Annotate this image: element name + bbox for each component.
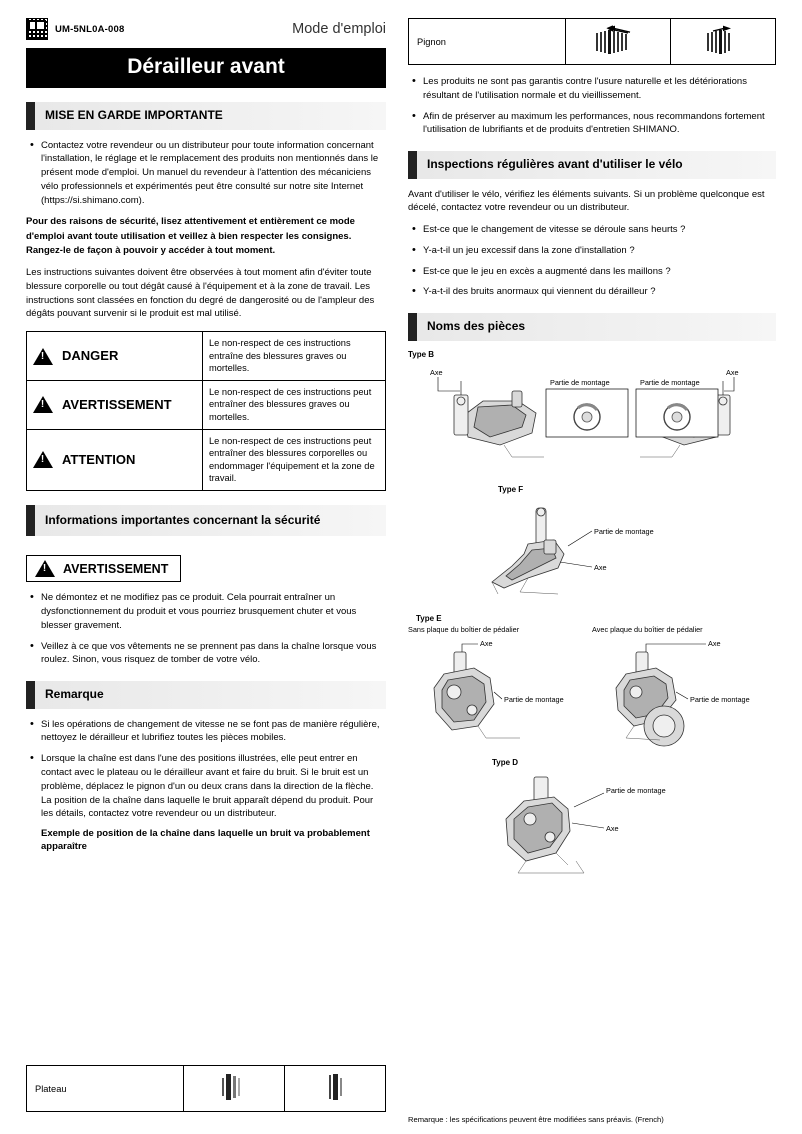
parts-diagrams bbox=[408, 350, 776, 881]
left-column bbox=[26, 18, 386, 1124]
danger-description-cell: Le non-respect de ces instructions entraîne des blessures graves ou mortelles. bbox=[203, 332, 386, 381]
list-item: • Est-ce que le changement de vitesse se déroule sans heurts ? bbox=[421, 223, 776, 237]
sprocket-figure-1 bbox=[566, 19, 671, 65]
section-heading-inspections: Inspections régulières avant d'utiliser le vélo bbox=[408, 151, 776, 179]
callout-axe-right: Axe bbox=[708, 638, 721, 648]
qr-code-icon bbox=[26, 18, 48, 40]
sprocket-figure-2 bbox=[671, 19, 776, 65]
callout-partie-montage: Partie de montage bbox=[594, 526, 654, 536]
inspection-bullet-list bbox=[408, 223, 776, 299]
warning-triangle-icon bbox=[35, 560, 55, 577]
instructions-paragraph: Les instructions suivantes doivent être observées à tout moment afin d'éviter toute blessure corporelle ou tout dégât causé à l'équipement et à la zone de travail. Les instructions sont classées en fonction du degré de dangerosité ou de l'ampleur des dégâts pouvant survenir si le produit est mal utilisé. bbox=[26, 267, 375, 320]
callout-axe: Axe bbox=[606, 823, 619, 833]
callout-partie-montage: Partie de montage bbox=[606, 785, 666, 795]
callout-axe-right: Axe bbox=[726, 367, 739, 377]
figure-label: Type F bbox=[498, 484, 524, 494]
section-heading-remark: Remarque bbox=[26, 681, 386, 709]
list-item: • Si les opérations de changement de vitesse ne se font pas de manière régulière, nettoyez le dérailleur et lubrifiez toutes les pièces mobiles. bbox=[39, 718, 386, 746]
document-code: UM-5NL0A-008 bbox=[55, 23, 125, 35]
callout-axe-left: Axe bbox=[480, 638, 493, 648]
intro-bullet-list bbox=[26, 139, 386, 208]
list-item: • Y-a-t-il des bruits anormaux qui viennent du dérailleur ? bbox=[421, 285, 776, 299]
danger-level-cell bbox=[27, 332, 203, 381]
example-caption: Exemple de position de la chaîne dans laquelle un bruit va probablement apparaître bbox=[41, 828, 370, 853]
safety-bold-paragraph: Pour des raisons de sécurité, lisez attentivement et entièrement ce mode d'emploi avant toute utilisation et veillez à bien respecter les consignes. Rangez-le de façon à pouvoir y accéder à tout moment. bbox=[26, 216, 355, 256]
page-title: Dérailleur avant bbox=[26, 48, 386, 88]
callout-partie-montage-right: Partie de montage bbox=[690, 694, 750, 704]
safety-bullet-list bbox=[26, 591, 386, 667]
warning-badge-label: AVERTISSEMENT bbox=[63, 561, 169, 576]
list-item bbox=[39, 752, 386, 853]
list-item: • Contactez votre revendeur ou un distributeur pour toute information concernant l'installation, le réglage et le remplacement des produits non mentionnés dans le présent mode d'emploi. Un manuel du revendeur à l'attention des mécaniciens vélo professionnels et expérimentés peut être consulté sur notre site Internet (https://si.shimano.com). bbox=[39, 139, 386, 208]
document-code-group bbox=[26, 18, 124, 40]
sprocket-arrow-icon bbox=[588, 25, 648, 55]
remark-bullet-list bbox=[26, 718, 386, 854]
warning-triangle-icon bbox=[33, 396, 53, 413]
list-item: • Est-ce que le jeu en excès a augmenté dans les maillons ? bbox=[421, 265, 776, 279]
table-row bbox=[27, 1066, 386, 1112]
warning-badge bbox=[26, 555, 181, 582]
callout-partie-montage-left: Partie de montage bbox=[550, 377, 610, 387]
sprocket-label: Pignon bbox=[409, 19, 566, 65]
figure-sublabel-left: Sans plaque du boîtier de pédalier bbox=[408, 624, 520, 634]
list-item: • Y-a-t-il un jeu excessif dans la zone d'installation ? bbox=[421, 244, 776, 258]
section-heading-parts: Noms des pièces bbox=[408, 313, 776, 341]
figure-label: Type B bbox=[408, 349, 435, 359]
chainring-figure-2 bbox=[285, 1066, 386, 1112]
danger-level-label: DANGER bbox=[62, 348, 119, 364]
document-kind: Mode d'emploi bbox=[292, 21, 386, 37]
sprocket-arrow-icon bbox=[693, 25, 753, 55]
figure-label: Type E bbox=[416, 613, 442, 623]
callout-axe: Axe bbox=[594, 562, 607, 572]
warning-triangle-icon bbox=[33, 451, 53, 468]
chainring-icon bbox=[217, 1072, 251, 1102]
table-row bbox=[409, 19, 776, 65]
danger-level-label: AVERTISSEMENT bbox=[62, 396, 172, 412]
figure-label: Type D bbox=[492, 757, 519, 767]
danger-level-cell bbox=[27, 429, 203, 490]
danger-level-cell bbox=[27, 380, 203, 429]
danger-level-label: ATTENTION bbox=[62, 451, 136, 467]
table-row bbox=[27, 332, 386, 381]
danger-description-cell: Le non-respect de ces instructions peut entraîner des blessures corporelles ou endommager l'équipement et la zone de travail. bbox=[203, 429, 386, 490]
callout-partie-montage-left: Partie de montage bbox=[504, 694, 564, 704]
list-item: • Veillez à ce que vos vêtements ne se prennent pas dans la chaîne lorsque vous roulez. Sinon, vous risquez de tomber de votre vélo. bbox=[39, 640, 386, 668]
type-d-diagram bbox=[408, 769, 776, 881]
list-item: • Afin de préserver au maximum les performances, nous recommandons fortement l'utilisation de lubrifiants et de produits d'entretien SHIMANO. bbox=[421, 110, 776, 138]
footnote: Remarque : les spécifications peuvent être modifiées sans préavis. (French) bbox=[408, 1115, 664, 1124]
table-row bbox=[27, 429, 386, 490]
sprocket-position-table bbox=[408, 18, 776, 65]
figure-type-d bbox=[408, 758, 776, 881]
warranty-bullet-list bbox=[408, 75, 776, 137]
chainring-figure-1 bbox=[184, 1066, 285, 1112]
chainring-position-table bbox=[26, 1065, 386, 1112]
figure-type-f bbox=[408, 485, 776, 608]
list-item: • Ne démontez et ne modifiez pas ce produit. Cela pourrait entraîner un dysfonctionnement du produit et vous pourriez brusquement chuter et vous blesser gravement. bbox=[39, 591, 386, 632]
figure-type-b bbox=[408, 350, 776, 479]
figure-sublabel-right: Avec plaque du boîtier de pédalier bbox=[592, 624, 703, 634]
section-heading-safety: Informations importantes concernant la sécurité bbox=[26, 505, 386, 537]
callout-partie-montage-right: Partie de montage bbox=[640, 377, 700, 387]
table-row bbox=[27, 380, 386, 429]
type-f-diagram bbox=[408, 496, 776, 608]
document-header bbox=[26, 18, 386, 40]
type-b-diagram bbox=[408, 361, 776, 479]
two-column-layout bbox=[26, 18, 776, 1124]
chainring-label: Plateau bbox=[27, 1066, 184, 1112]
warning-triangle-icon bbox=[33, 348, 53, 365]
right-column bbox=[408, 18, 776, 1124]
danger-levels-table bbox=[26, 331, 386, 490]
chainring-icon bbox=[318, 1072, 352, 1102]
figure-type-e bbox=[408, 614, 776, 752]
callout-axe-left: Axe bbox=[430, 367, 443, 377]
inspection-intro: Avant d'utiliser le vélo, vérifiez les éléments suivants. Si un problème quelconque est décelé, contactez votre revendeur ou un distributeur. bbox=[408, 188, 765, 214]
type-e-diagram bbox=[408, 634, 776, 752]
list-item-text: Lorsque la chaîne est dans l'une des positions illustrées, elle peut entrer en contact avec le plateau ou le dérailleur avant et faire du bruit. Si le bruit est un problème, déplacez le pignon d'un ou deux crans dans la direction de la flèche. La position de la chaîne dans laquelle le bruit apparaît dépend du produit. Pour les détails, contactez votre revendeur ou un distributeur. bbox=[41, 753, 374, 820]
list-item: • Les produits ne sont pas garantis contre l'usure naturelle et les détériorations résultant de l'utilisation normale et du vieillissement. bbox=[421, 75, 776, 103]
danger-description-cell: Le non-respect de ces instructions peut entraîner des blessures graves ou mortelles. bbox=[203, 380, 386, 429]
section-heading-warning: MISE EN GARDE IMPORTANTE bbox=[26, 102, 386, 130]
